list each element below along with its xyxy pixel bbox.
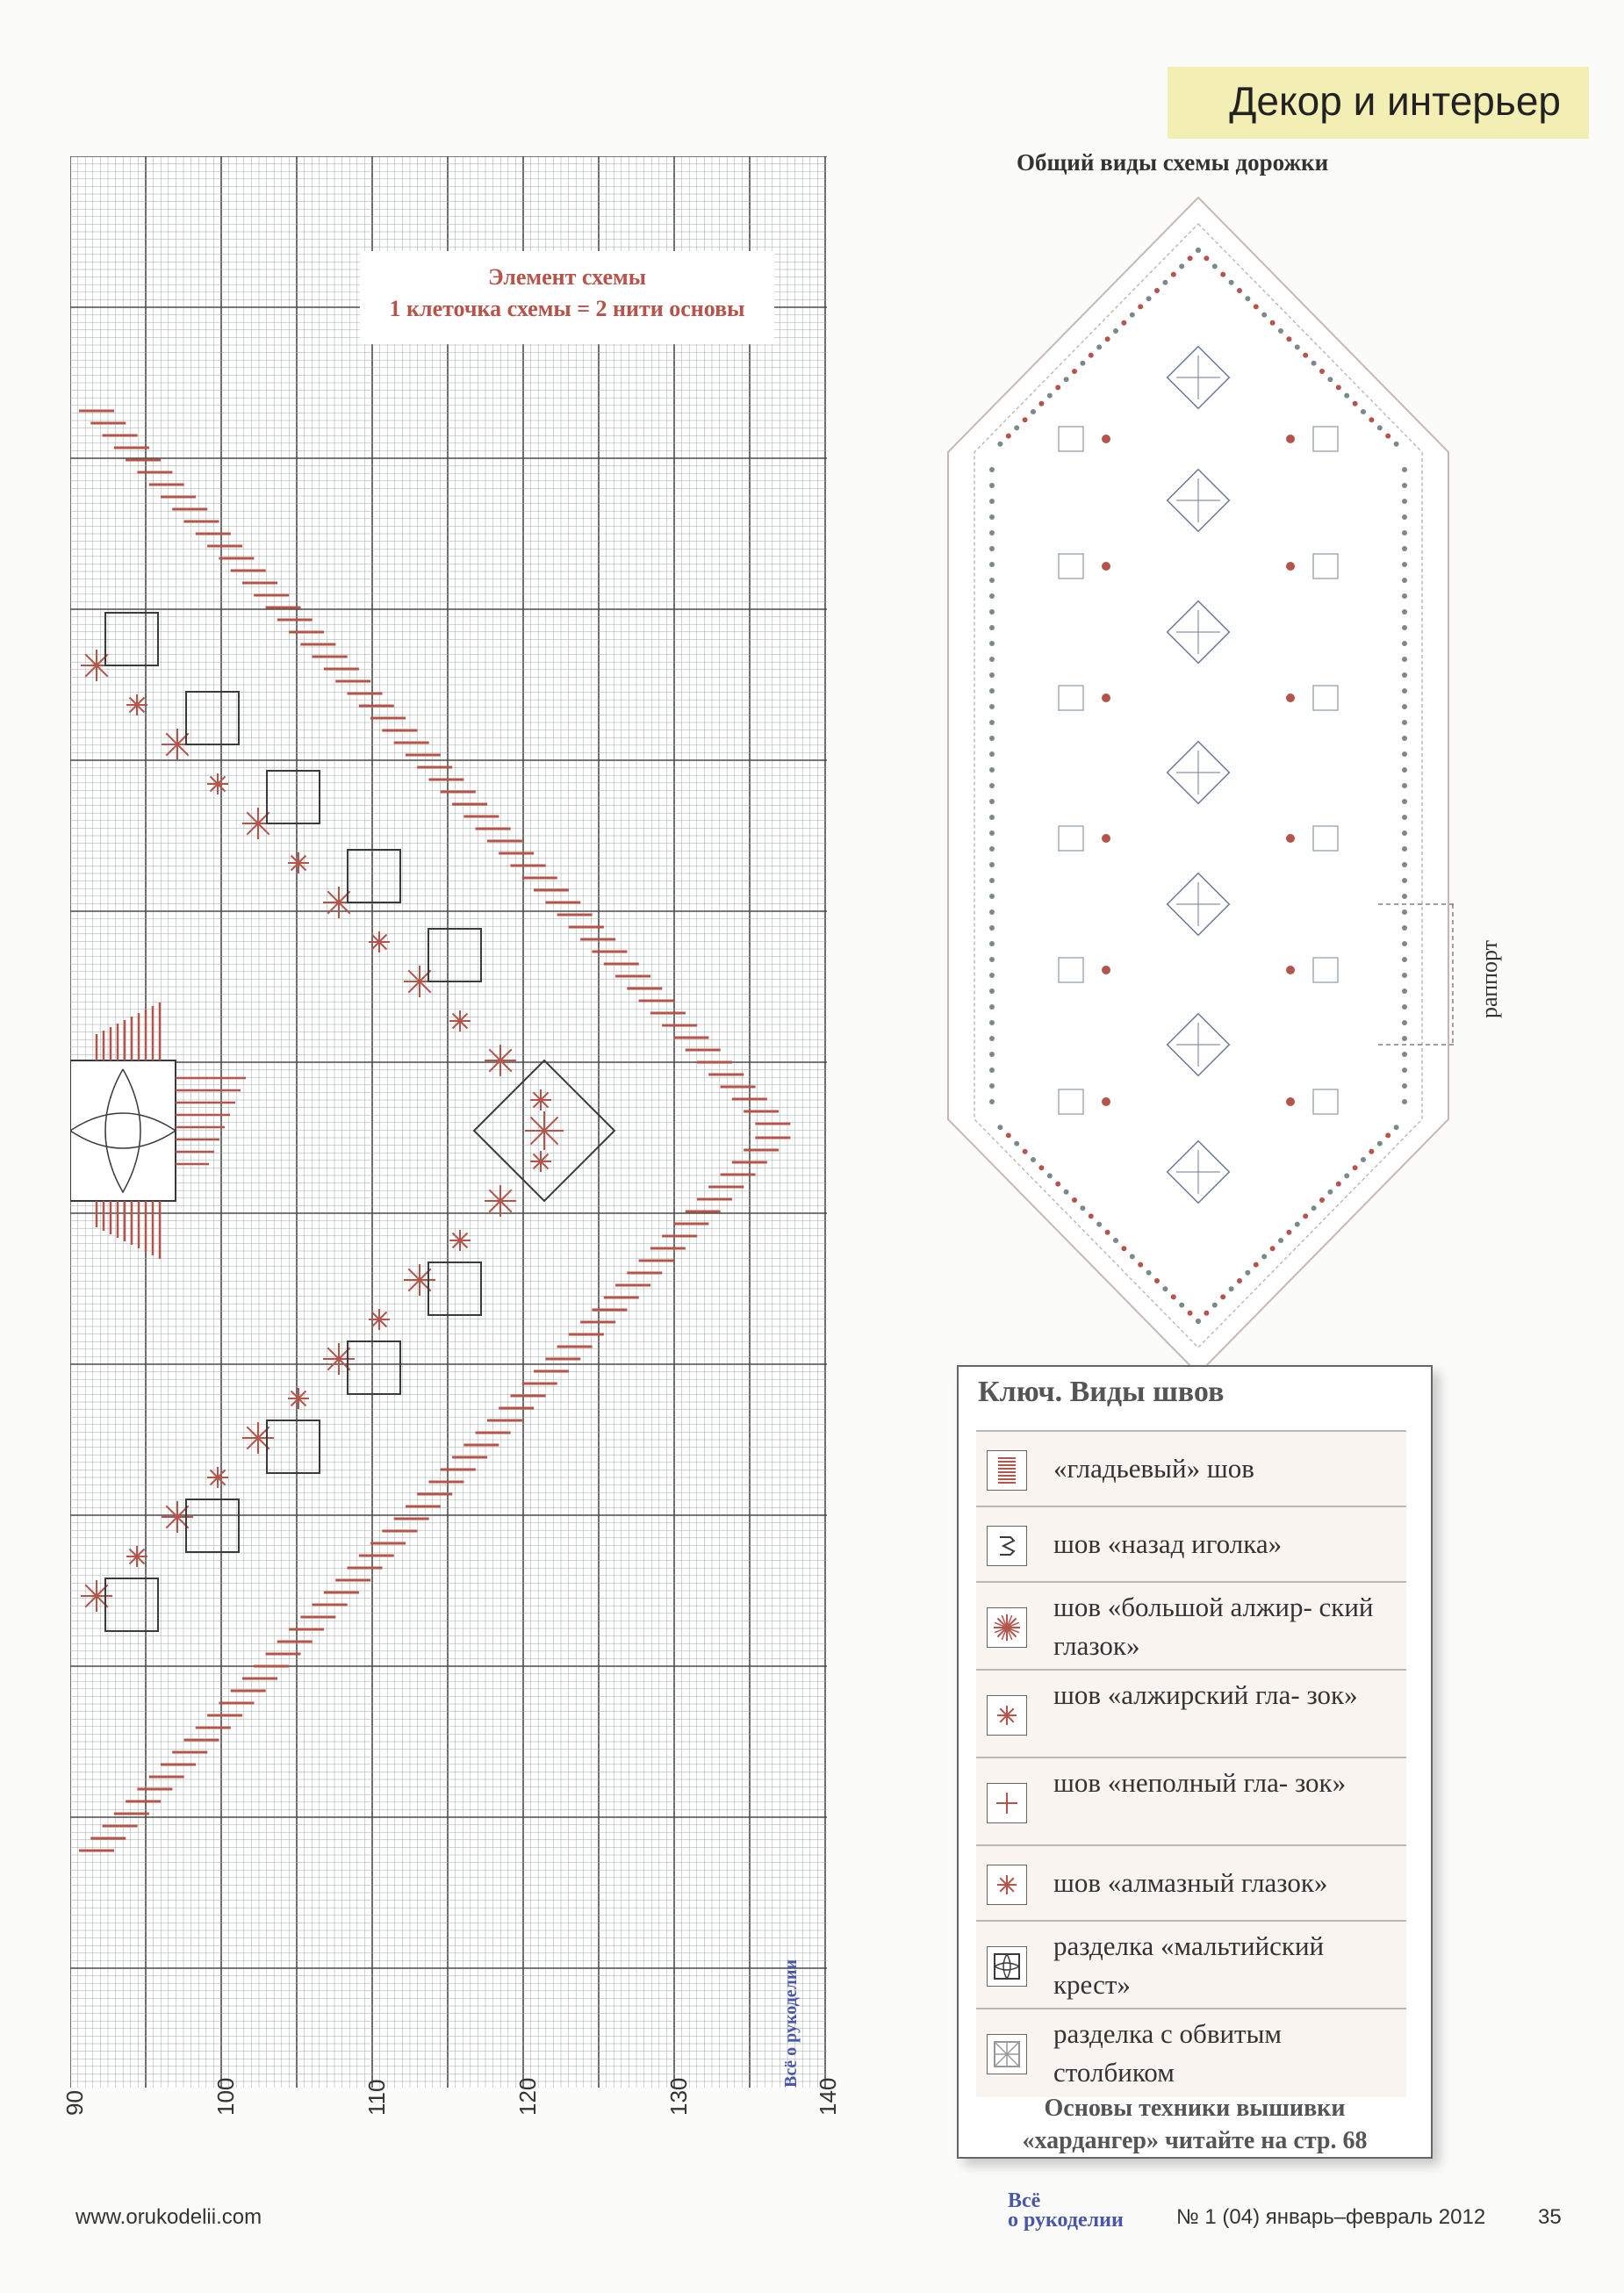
key-label: шов «алжирский гла- зок» — [1053, 1679, 1358, 1710]
algerian-eyelet-icon — [987, 1695, 1027, 1736]
key-label: шов «назад иголка» — [1053, 1528, 1283, 1559]
key-row — [976, 1581, 1406, 1671]
partial-eyelet-icon — [987, 1783, 1027, 1823]
axis-tick-120: 120 — [514, 2077, 541, 2116]
key-row — [976, 1757, 1406, 1846]
section-title: Декор и интерьер — [1229, 78, 1561, 124]
key-footer — [959, 2092, 1431, 2157]
key-row — [976, 1844, 1406, 1922]
key-row — [976, 1920, 1406, 2009]
key-footer-line1: Основы техники вышивки — [1044, 2095, 1346, 2122]
chart-legend-box — [360, 251, 774, 344]
page-number: 35 — [1538, 2205, 1562, 2229]
axis-tick-90: 90 — [61, 2090, 88, 2116]
diamond-eyelet-icon — [987, 1865, 1027, 1905]
key-label: шов «большой алжир- ский глазок» — [1053, 1592, 1374, 1661]
key-title: Ключ. Виды швов — [978, 1376, 1225, 1408]
axis-tick-140: 140 — [815, 2077, 841, 2116]
chart-box-line2: 1 клеточка схемы = 2 нити основы — [389, 296, 745, 321]
magazine-logo — [1008, 2191, 1124, 2230]
backstitch-icon — [987, 1526, 1027, 1566]
key-row — [976, 1506, 1406, 1583]
axis-tick-130: 130 — [665, 2077, 692, 2116]
satin-stitch-icon — [987, 1450, 1027, 1491]
key-row — [976, 1669, 1406, 1758]
issue-info: № 1 (04) январь–февраль 2012 — [1176, 2205, 1486, 2229]
logo-line2: о рукоделии — [1008, 2209, 1124, 2232]
large-algerian-eyelet-icon — [987, 1607, 1027, 1648]
key-footer-line2: «хардангер» читайте на стр. 68 — [1022, 2127, 1368, 2154]
chart-box-line1: Элемент схемы — [487, 264, 647, 290]
key-label: шов «алмазный глазок» — [1053, 1867, 1328, 1898]
wrapped-bars-icon — [987, 2034, 1027, 2074]
rapport-label: раппорт — [1477, 939, 1502, 1018]
stitch-chart — [70, 156, 827, 2088]
overview-caption: Общий виды схемы дорожки — [1017, 149, 1329, 176]
stitch-key-panel — [957, 1365, 1433, 2159]
maltese-cross-square — [70, 1060, 176, 1201]
site-url: www.orukodelii.com — [75, 2205, 262, 2229]
chart-background — [70, 156, 827, 2088]
key-label: разделка «мальтийский крест» — [1053, 1930, 1325, 2000]
chart-watermark: Всё о рукоделии — [781, 1959, 801, 2088]
runner-overview — [939, 189, 1457, 1383]
maltese-cross-icon — [987, 1946, 1027, 1987]
key-row — [976, 1430, 1406, 1507]
key-row — [976, 2008, 1406, 2097]
axis-tick-110: 110 — [363, 2079, 390, 2116]
key-label: шов «неполный гла- зок» — [1053, 1767, 1347, 1798]
axis-tick-100: 100 — [212, 2077, 239, 2116]
key-label: «гладьевый» шов — [1053, 1453, 1254, 1484]
logo-line1: Всё — [1008, 2189, 1041, 2212]
key-label: разделка с обвитым столбиком — [1053, 2018, 1283, 2088]
